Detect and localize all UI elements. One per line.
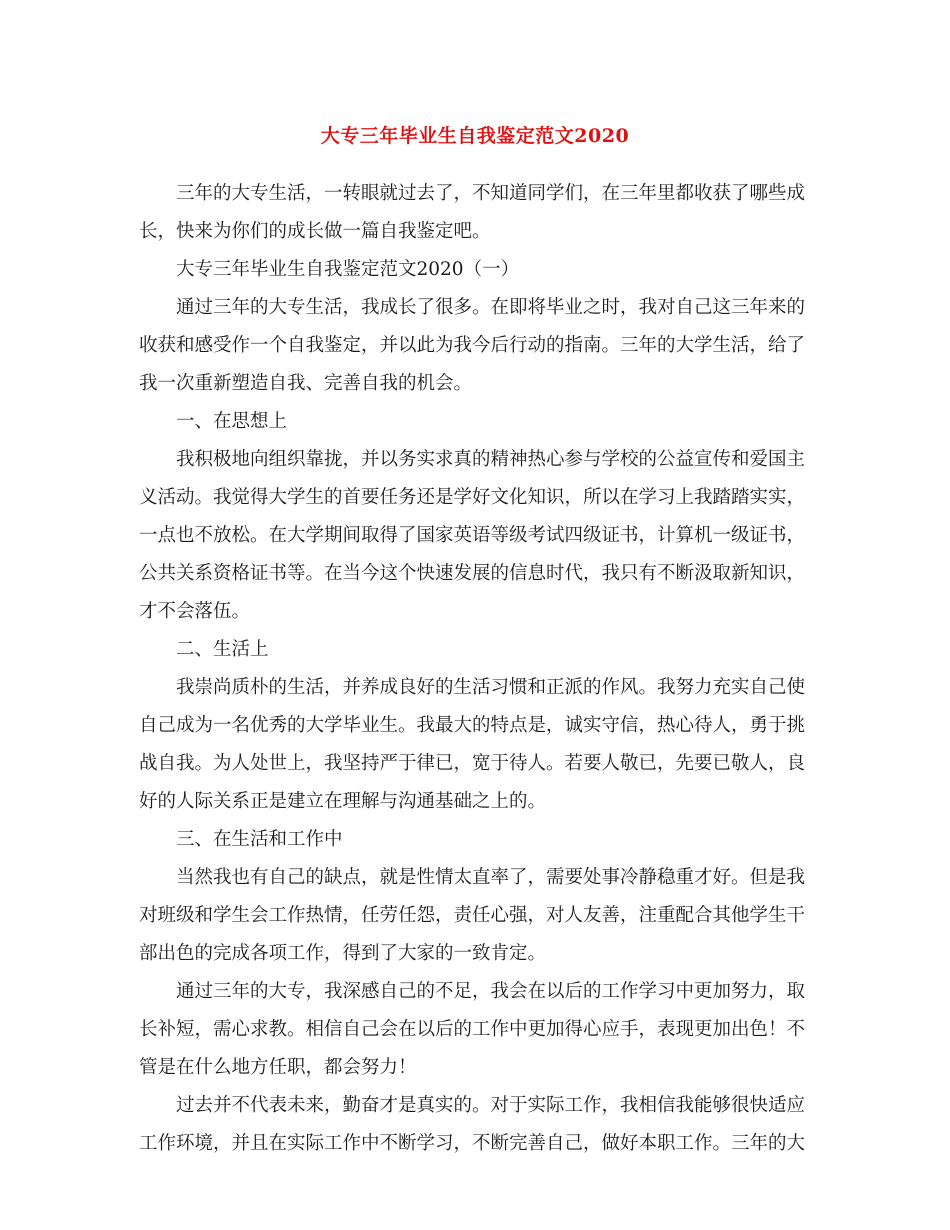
paragraph-line: 一点也不放松。在大学期间取得了国家英语等级考试四级证书，计算机一级证书， — [139, 525, 806, 546]
section-heading: 二、生活上 — [176, 639, 269, 660]
paragraph-line: 长，快来为你们的成长做一篇自我鉴定吧。 — [139, 221, 491, 242]
document-title: 大专三年毕业生自我鉴定范文2020 — [320, 125, 630, 147]
paragraph-line: 我崇尚质朴的生活，并养成良好的生活习惯和正派的作风。我努力充实自己使 — [176, 677, 806, 698]
paragraph-line: 公共关系资格证书等。在当今这个快速发展的信息时代，我只有不断汲取新知识， — [139, 563, 806, 584]
paragraph-line: 我一次重新塑造自我、完善自我的机会。 — [139, 373, 473, 394]
paragraph-line: 我积极地向组织靠拢，并以务实求真的精神热心参与学校的公益宣传和爱国主 — [176, 449, 806, 470]
paragraph-line: 当然我也有自己的缺点，就是性情太直率了，需要处事冷静稳重才好。但是我 — [176, 867, 806, 888]
paragraph-line: 好的人际关系正是建立在理解与沟通基础之上的。 — [139, 791, 547, 812]
paragraph-line: 过去并不代表未来，勤奋才是真实的。对于实际工作，我相信我能够很快适应 — [176, 1095, 806, 1116]
paragraph-line: 管是在什么地方任职，都会努力！ — [139, 1057, 417, 1078]
section-heading: 三、在生活和工作中 — [176, 829, 343, 850]
paragraph-line: 自己成为一名优秀的大学毕业生。我最大的特点是，诚实守信，热心待人，勇于挑 — [139, 715, 806, 736]
section-heading: 一、在思想上 — [176, 411, 288, 432]
section-heading: 大专三年毕业生自我鉴定范文2020（一） — [176, 259, 520, 280]
paragraph-line: 通过三年的大专生活，我成长了很多。在即将毕业之时，我对自己这三年来的 — [176, 297, 806, 318]
paragraph-line: 收获和感受作一个自我鉴定，并以此为我今后行动的指南。三年的大学生活，给了 — [139, 335, 806, 356]
paragraph-line: 三年的大专生活，一转眼就过去了，不知道同学们，在三年里都收获了哪些成 — [176, 183, 806, 204]
paragraph-line: 部出色的完成各项工作，得到了大家的一致肯定。 — [139, 943, 547, 964]
paragraph-line: 长补短，需心求教。相信自己会在以后的工作中更加得心应手，表现更加出色！不 — [139, 1019, 806, 1040]
paragraph-line: 义活动。我觉得大学生的首要任务还是学好文化知识，所以在学习上我踏踏实实， — [139, 487, 806, 508]
paragraph-line: 工作环境，并且在实际工作中不断学习，不断完善自己，做好本职工作。三年的大 — [139, 1133, 806, 1154]
paragraph-line: 才不会落伍。 — [139, 601, 251, 622]
paragraph-line: 战自我。为人处世上，我坚持严于律已，宽于待人。若要人敬已，先要已敬人，良 — [139, 753, 806, 774]
paragraph-line: 通过三年的大专，我深感自己的不足，我会在以后的工作学习中更加努力，取 — [176, 981, 806, 1002]
paragraph-line: 对班级和学生会工作热情，任劳任怨，责任心强，对人友善，注重配合其他学生干 — [139, 905, 806, 926]
